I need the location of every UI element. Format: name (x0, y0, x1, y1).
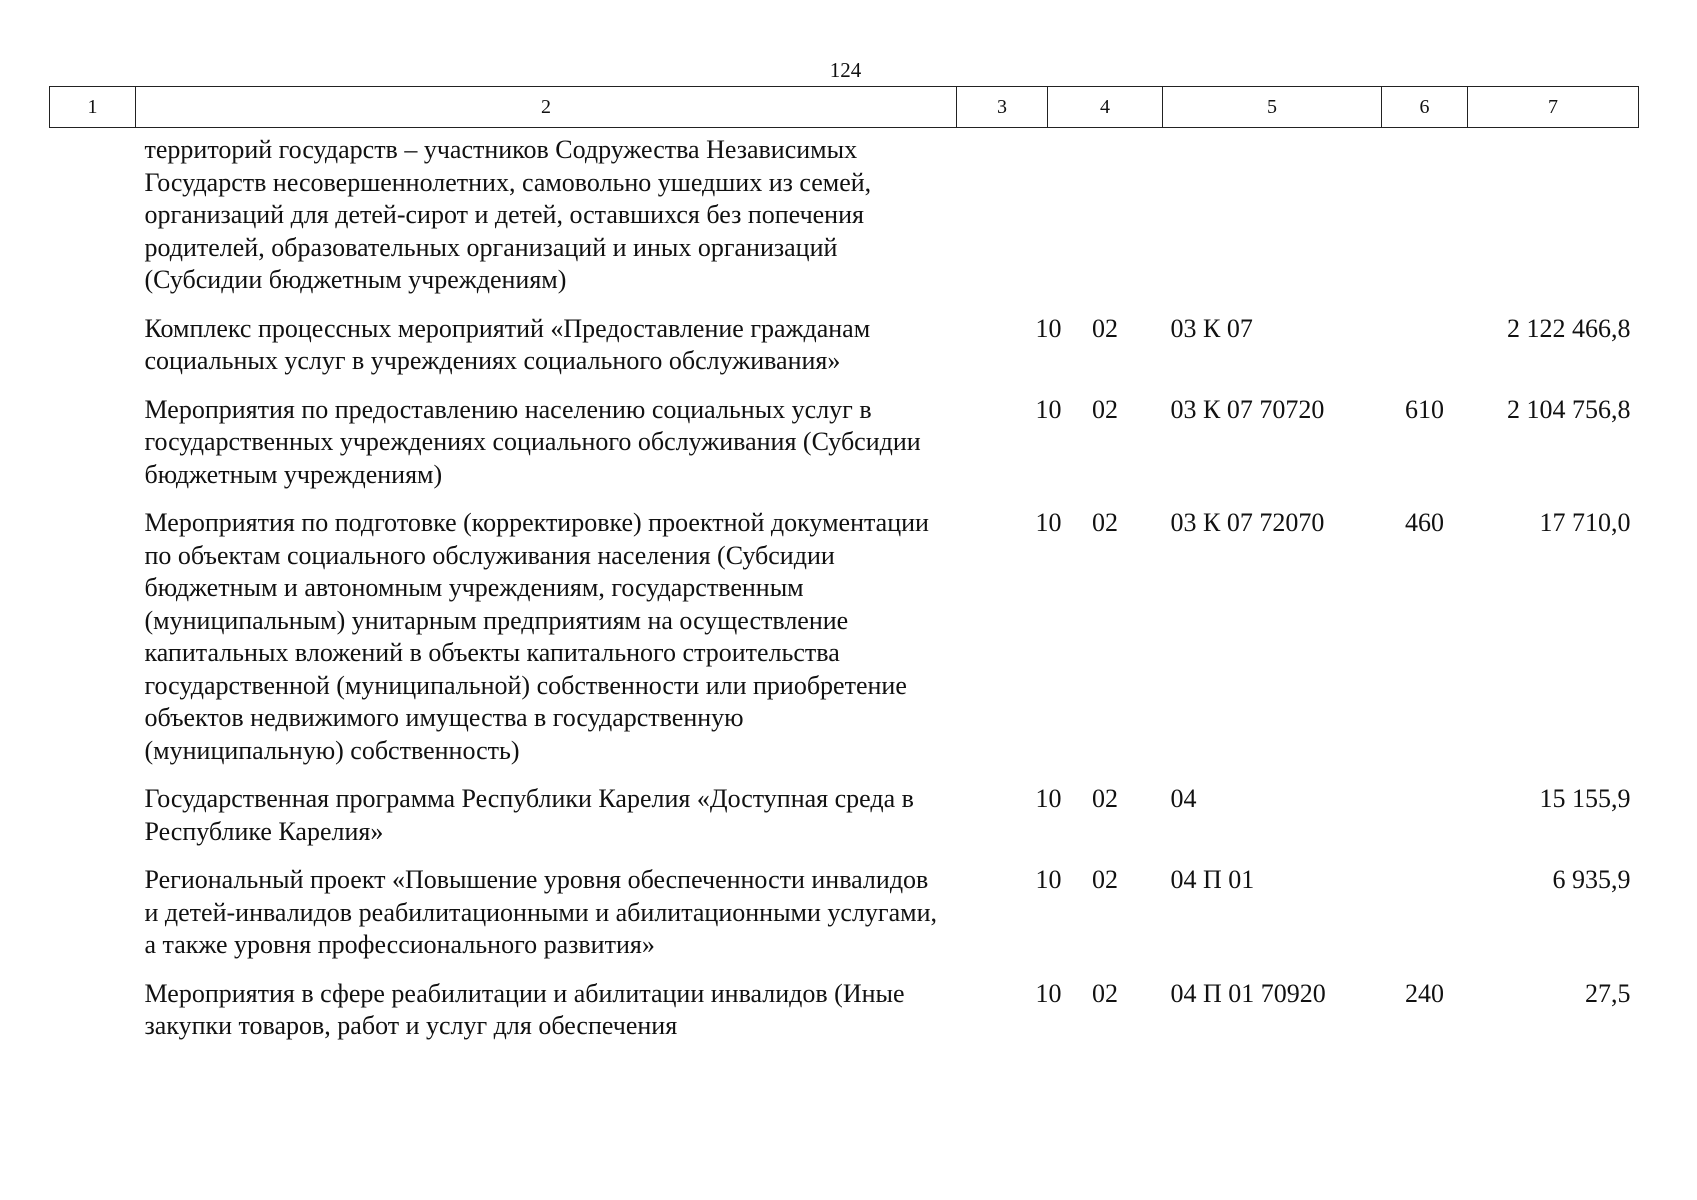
page-number: 124 (829, 58, 862, 82)
row-expense-type (1382, 864, 1468, 978)
row-expense-type (1382, 783, 1468, 864)
row-name: Комплекс процессных мероприятий «Предоставление гражданам социальных услуг в учреждениях социального обслуживания» (144, 313, 871, 375)
column-header-1: 1 (50, 87, 136, 128)
row-target-article: 03 К 07 70720 (1170, 394, 1325, 424)
budget-table (49, 86, 1639, 1059)
row-name: Мероприятия по подготовке (корректировке) проектной документации по объектам социального обслуживания населения (Субсидии бюджетным и автономным учреждениям, государственным (муниципальным) унитарным предприятиям на осуществление капитальных вложений в объекты капитального строительства государственной (муниципальной) собственности или приобретение объектов недвижимого имущества в государственную (муниципальную) собственность) (144, 508, 929, 765)
row-expense-type (1382, 128, 1468, 313)
row-amount: 17 710,0 (1539, 508, 1631, 537)
row-amount: 15 155,9 (1539, 784, 1631, 813)
column-header-5: 5 (1163, 87, 1382, 128)
row-expense-type: 460 (1405, 508, 1444, 537)
row-amount (1468, 128, 1639, 313)
table-row (50, 507, 1639, 783)
row-target-article: 03 К 07 72070 (1170, 508, 1325, 537)
row-name: территорий государств – участников Содружества Независимых Государств несовершеннолетних, самовольно ушедших из семей, организаций для детей-сирот и детей, оставшихся без попечения родителей, образовательных организаций и иных организаций (Субсидии бюджетным учреждениям) (144, 135, 872, 294)
table-header (50, 87, 1639, 128)
row-target-article: 04 П 01 (1170, 865, 1255, 894)
row-target-article: 04 (1170, 784, 1197, 813)
row-name: Государственная программа Республики Карелия «Доступная среда в Республике Карелия» (144, 784, 914, 846)
row-amount: 2 104 756,8 (1507, 394, 1631, 424)
table-body (50, 128, 1639, 1059)
row-section: 10 (1035, 394, 1062, 424)
row-section: 10 (1035, 865, 1062, 894)
row-section: 10 (1035, 508, 1062, 537)
column-header-7: 7 (1468, 87, 1639, 128)
column-header-3: 3 (957, 87, 1048, 128)
row-subsection (1048, 128, 1163, 313)
row-amount: 6 935,9 (1552, 865, 1631, 894)
row-subsection: 02 (1092, 784, 1118, 813)
table-row (50, 783, 1639, 864)
table-row (50, 313, 1639, 394)
row-section: 10 (1035, 784, 1062, 813)
table-row (50, 864, 1639, 978)
table-row (50, 128, 1639, 313)
row-name: Мероприятия по предоставлению населению социальных услуг в государственных учреждениях социального обслуживания (Субсидии бюджетным учреждениям) (144, 394, 921, 489)
column-header-4: 4 (1048, 87, 1163, 128)
row-section: 10 (1035, 978, 1062, 1008)
row-subsection: 02 (1092, 394, 1118, 424)
row-subsection: 02 (1092, 865, 1118, 894)
row-expense-type: 240 (1405, 978, 1444, 1008)
header-row (50, 87, 1639, 128)
row-name: Мероприятия в сфере реабилитации и абилитации инвалидов (Иные закупки товаров, работ и услуг для обеспечения (144, 978, 905, 1040)
row-target-article: 03 К 07 (1170, 313, 1253, 343)
row-target-article (1163, 128, 1382, 313)
row-expense-type: 610 (1405, 394, 1444, 424)
row-amount: 27,5 (1585, 978, 1631, 1008)
column-header-6: 6 (1382, 87, 1468, 128)
table-row (50, 978, 1639, 1059)
table-row (50, 394, 1639, 508)
row-subsection: 02 (1092, 313, 1118, 343)
row-expense-type (1382, 313, 1468, 394)
row-subsection: 02 (1092, 978, 1118, 1008)
row-target-article: 04 П 01 70920 (1170, 978, 1326, 1008)
row-section (957, 128, 1048, 313)
row-name: Региональный проект «Повышение уровня обеспеченности инвалидов и детей-инвалидов реабилитационными и абилитационными услугами, а также уровня профессионального развития» (144, 865, 938, 959)
row-section: 10 (1035, 313, 1062, 343)
row-subsection: 02 (1092, 508, 1118, 537)
row-amount: 2 122 466,8 (1507, 313, 1631, 343)
column-header-2: 2 (136, 87, 957, 128)
